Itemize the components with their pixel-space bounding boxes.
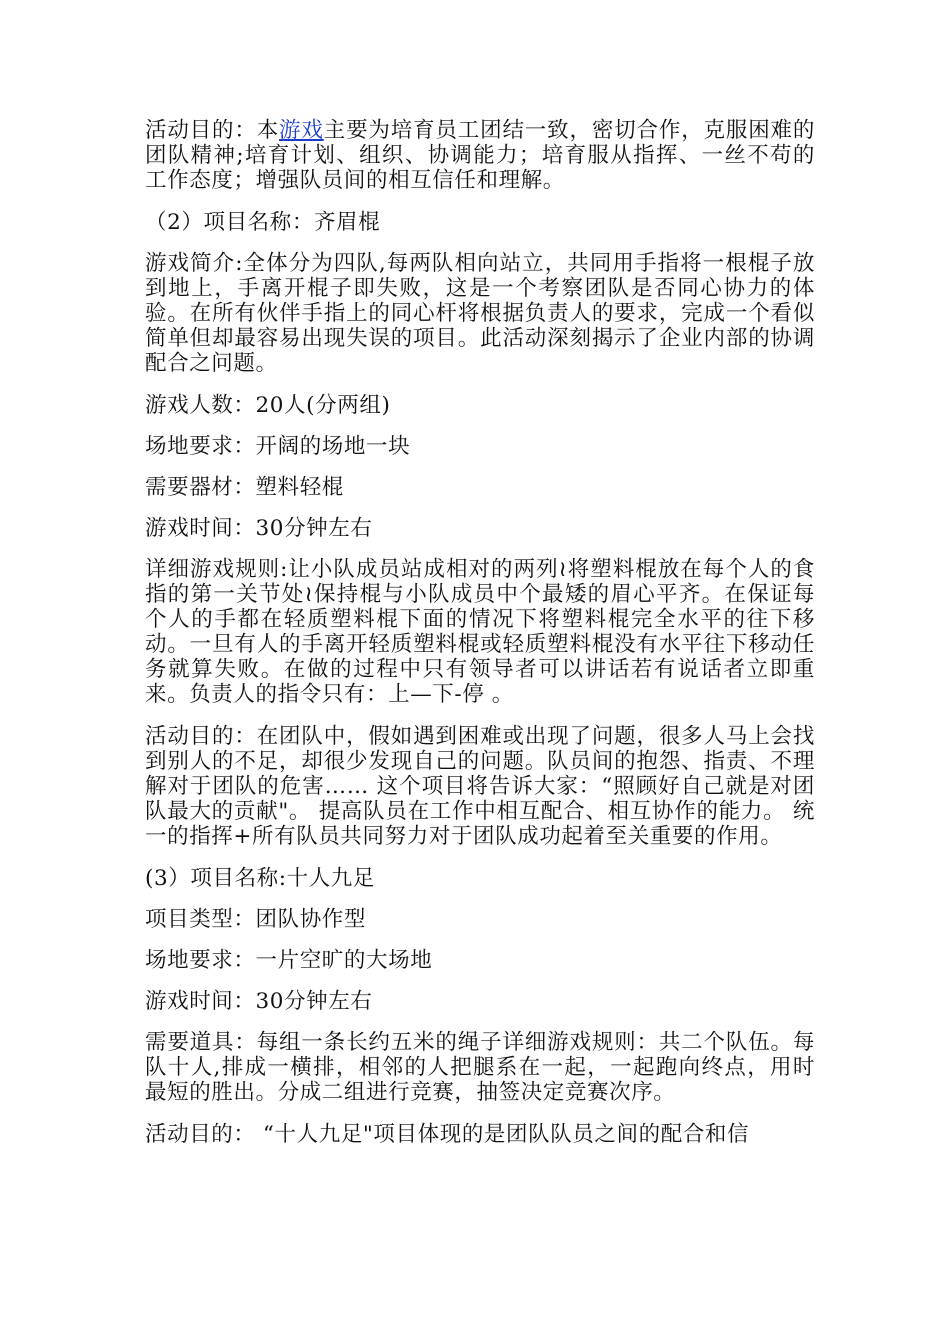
paragraph-project-type: 项目类型：团队协作型 [145, 907, 367, 932]
section-heading-2: （2）项目名称：齐眉棍 [145, 210, 381, 235]
paragraph-venue: 场地要求：开阔的场地一块 [145, 434, 411, 459]
paragraph-equipment: 需要器材：塑料轻棍 [145, 475, 344, 500]
paragraph-props-rules: 需要道具：每组一条长约五米的绳子详细游戏规则：共二个队伍。每队十人,排成一横排，相邻的人把腿系在一起，一起跑向终点，用时最短的胜出。分成二组进行竞赛，抽签决定竞赛次序。 [145, 1030, 815, 1105]
paragraph-game-time: 游戏时间：30分钟左右 [145, 516, 373, 541]
paragraph-venue-2: 场地要求：一片空旷的大场地 [145, 948, 433, 973]
section-heading-3: (3）项目名称:十人九足 [145, 866, 376, 891]
paragraph-activity-purpose-1 [145, 118, 815, 193]
text-segment: 主要为培育员工团结一致，密切合作，克服困难的团队精神;培育计划、组织、协调能力；培育服从指挥、一丝不苟的工作态度；增强队员间的相互信任和理解。 [145, 118, 815, 193]
paragraph-activity-purpose-2: 活动目的：在团队中，假如遇到困难或出现了问题，很多人马上会找到别人的不足，却很少发现自己的问题。队员间的抱怨、指责、不理解对于团队的危害…… 这个项目将告诉大家：“照顾好自己就是对团队最大的贡献"。 提高队员在工作中相互配合、相互协作的能力。 统一的指挥+所有队员共同努力对于团队成功起着至关重要的作用。 [145, 724, 815, 849]
paragraph-activity-purpose-3: 活动目的： “十人九足"项目体现的是团队队员之间的配合和信 [145, 1122, 750, 1147]
paragraph-game-intro: 游戏简介:全体分为四队,每两队相向站立，共同用手指将一根棍子放到地上，手离开棍子即失败，这是一个考察团队是否同心协力的体验。在所有伙伴手指上的同心杆将根据负责人的要求，完成一个看似简单但却最容易出现失误的项目。此活动深刻揭示了企业内部的协调配合之问题。 [145, 251, 815, 376]
paragraph-game-time-2: 游戏时间：30分钟左右 [145, 989, 373, 1014]
paragraph-detailed-rules: 详细游戏规则:让小队成员站成相对的两列≀将塑料棍放在每个人的食指的第一关节处≀保持棍与小队成员中个最矮的眉心平齐。在保证每个人的手都在轻质塑料棍下面的情况下将塑料棍完全水平的往下移动。一旦有人的手离开轻质塑料棍或轻质塑料棍没有水平往下移动任务就算失败。在做的过程中只有领导者可以讲话若有说话者立即重来。负责人的指令只有：上—下-停 。 [145, 557, 815, 707]
paragraph-player-count: 游戏人数：20人(分两组) [145, 393, 391, 418]
document-page [145, 118, 815, 1164]
game-link[interactable]: 游戏 [279, 118, 324, 143]
text-segment: 活动目的：本 [145, 118, 280, 143]
